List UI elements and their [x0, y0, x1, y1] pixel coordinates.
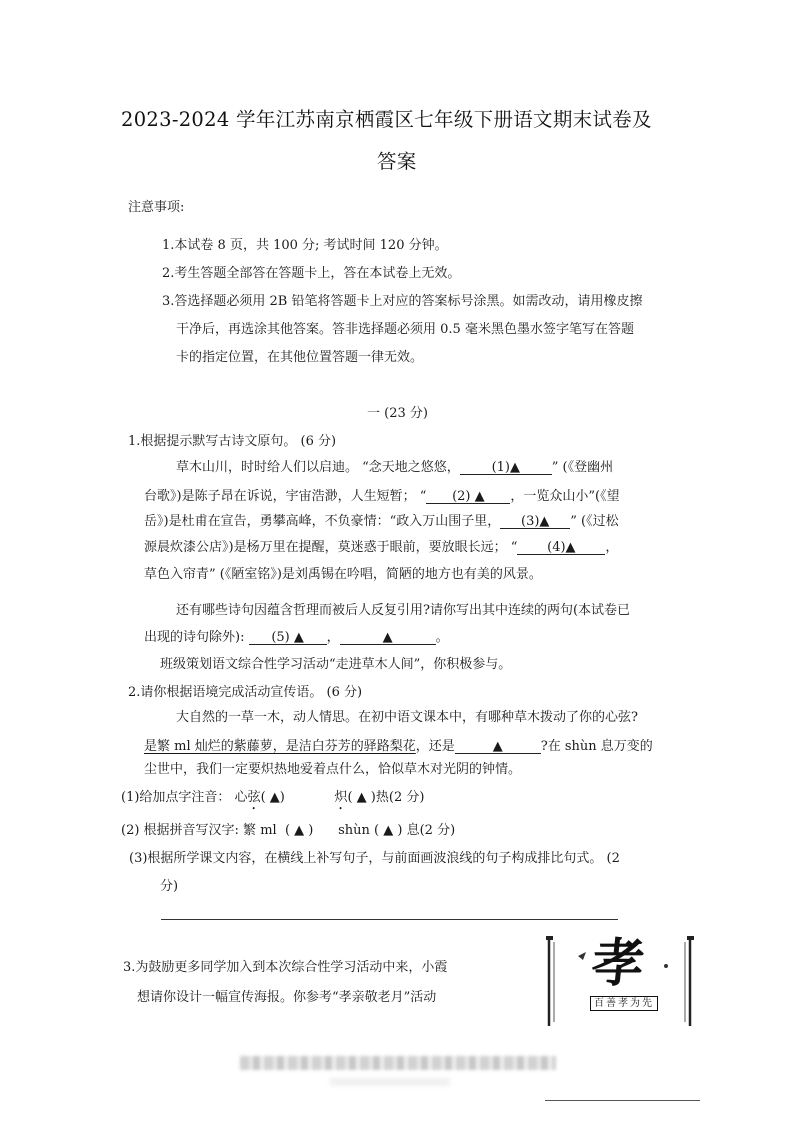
blurred-watermark [240, 1056, 556, 1070]
footer-rule [545, 1100, 700, 1101]
q1-text: 台歌》)是陈子昂在诉说，宇宙浩渺，人生短暂； “ [144, 489, 427, 504]
question-1-line3 [144, 512, 619, 532]
answer-blank-3[interactable]: (3)▲ [500, 512, 570, 529]
notes-item-3-line3: 卡的指定位置，在其他位置答题一律无效。 [176, 350, 424, 365]
question-2-sub1 [121, 788, 424, 813]
q1-text: 出现的诗句除外): [144, 630, 245, 645]
question-1-line6: 还有哪些诗句因蕴含哲理而被后人反复引用?请你写出其中连续的两句(本试卷已 [176, 603, 631, 618]
question-3-line2: 想请你设计一幅宣传海报。你参考“孝亲敬老月”活动 [137, 990, 437, 1005]
question-1-stem: 1.根据提示默写古诗文原句。 (6 分) [128, 434, 337, 449]
q1-text: ， [326, 630, 340, 645]
wavy-underlined-sentence: 是繁 ml 灿烂的紫藤萝，是洁白芬芳的驿路梨花 [144, 739, 416, 754]
poster-big-char: 孝 [588, 933, 648, 994]
question-1-line7 [144, 628, 449, 648]
answer-blank-2[interactable]: (2) ▲ [426, 487, 510, 504]
q2-text[interactable]: ( ▲) [260, 790, 335, 805]
question-1-line1 [176, 458, 613, 478]
page-title-line2: 答案 [377, 150, 417, 173]
q1-text: 草木山川，时时给人们以启迪。 “念天地之悠悠， [176, 460, 460, 475]
blurred-watermark-sub [330, 1078, 450, 1086]
dotted-char-1: 弦 [247, 790, 261, 805]
answer-blank-5[interactable]: (5) ▲ [249, 628, 327, 645]
question-2-line3: 尘世中，我们一定要炽热地爱着点什么，恰似草木对光阴的钟情。 [144, 762, 522, 777]
notes-item-3-line2: 干净后，再选涂其他答案。答非选择题必须用 0.5 毫米黑色墨水签字笔写在答题 [176, 322, 634, 337]
question-1-line4 [144, 538, 618, 558]
notes-item-3-line1: 3.答选择题必须用 2B 铅笔将答题卡上对应的答案标号涂黑。如需改动，请用橡皮擦 [162, 294, 643, 309]
question-2-sub3-line2: 分) [160, 879, 179, 894]
notes-item-2: 2.考生答题全部答在答题卡上，答在本试卷上无效。 [162, 266, 461, 281]
q2-text: ?在 shùn 息万变的 [540, 739, 653, 754]
q1-text: ， [605, 540, 619, 555]
answer-blank-1[interactable]: (1)▲ [460, 458, 552, 475]
q2-text: ，还是 [415, 739, 455, 754]
q1-text: ” (《登幽州 [551, 460, 614, 475]
poster-banner: 百善孝为先 [590, 996, 658, 1011]
question-2-line1: 大自然的一草一木，动人情思。在初中语文课本中，有哪种草木拨动了你的心弦? [176, 710, 638, 725]
section-heading: 一 (23 分) [367, 406, 428, 421]
q2-text: (1)给加点字注音： 心 [121, 790, 248, 805]
q1-text: ，一览众山小”(《望 [510, 489, 620, 504]
answer-blank-4[interactable]: (4)▲ [517, 538, 605, 555]
answer-blank-7[interactable]: ▲ [455, 737, 541, 754]
question-2-line2 [144, 737, 653, 757]
notes-item-1: 1.本试卷 8 页，共 100 分; 考试时间 120 分钟。 [162, 238, 448, 253]
question-2-stem: 2.请你根据语境完成活动宣传语。 (6 分) [128, 685, 363, 700]
question-1-line5: 草色入帘青” (《陋室铭》)是刘禹锡在吟唱，简陋的地方也有美的风景。 [144, 567, 542, 582]
poster-image [540, 930, 700, 1030]
page-title-line1: 2023-2024 学年江苏南京栖霞区七年级下册语文期末试卷及 [121, 108, 652, 131]
activity-intro: 班级策划语文综合性学习活动“走进草木人间”，你积极参与。 [160, 657, 512, 672]
answer-blank-6[interactable]: ▲ [340, 628, 436, 645]
answer-line[interactable] [161, 919, 618, 920]
q1-text: ” (《过松 [570, 514, 619, 529]
notes-heading: 注意事项: [128, 200, 185, 215]
q2-text[interactable]: ( ▲ )热(2 分) [347, 790, 425, 805]
question-2-sub3-line1: (3)根据所学课文内容，在横线上补写句子，与前面画波浪线的句子构成排比句式。 (2 [129, 851, 620, 866]
q1-text: 源晨炊漆公店》)是杨万里在提醒，莫迷惑于眼前，要放眼长远； “ [144, 540, 518, 555]
q1-text: 。 [435, 630, 449, 645]
question-2-sub2[interactable]: (2) 根据拼音写汉字: 繁 ml ( ▲ ) shùn ( ▲ ) 息(2 分) [121, 823, 456, 838]
question-3-line1: 3.为鼓励更多同学加入到本次综合性学习活动中来，小霞 [123, 960, 448, 975]
question-1-line2 [144, 487, 620, 507]
dotted-char-2: 炽 [334, 790, 348, 805]
q1-text: 岳》)是杜甫在宣告，勇攀高峰，不负豪情：“政入万山围子里， [144, 514, 501, 529]
